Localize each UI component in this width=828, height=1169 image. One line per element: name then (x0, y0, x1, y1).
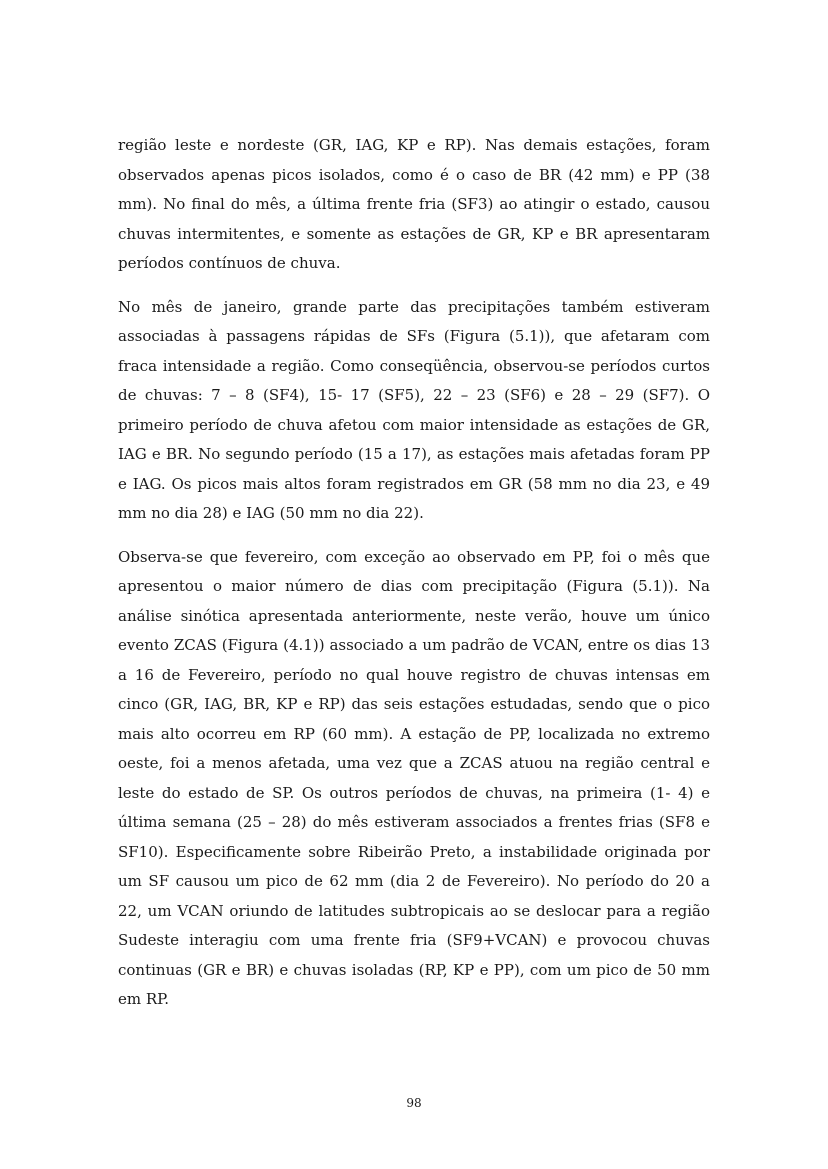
paragraph-3: Observa-se que fevereiro, com exceção ao observado em PP, foi o mês que apresentou o maior número de dias com precipitação (Figura (5.1)). Na análise sinótica apresentada anteriormente, neste verão, houve um único evento ZCAS (Figura (4.1)) associado a um padrão de VCAN, entre os dias 13 a 16 de Fevereiro, período no qual houve registro de chuvas intensas em cinco (GR, IAG, BR, KP e RP) das seis estações estudadas, sendo que o pico mais alto ocorreu em RP (60 mm). A estação de PP, localizada no extremo oeste, foi a menos afetada, uma vez que a ZCAS atuou na região central e leste do estado de SP. Os outros períodos de chuvas, na primeira (1- 4) e última semana (25 – 28) do mês estiveram associados a frentes frias (SF8 e SF10). Especificamente sobre Ribeirão Preto, a instabilidade originada por um SF causou um pico de 62 mm (dia 2 de Fevereiro). No período do 20 a 22, um VCAN oriundo de latitudes subtropicais ao se deslocar para a região Sudeste interagiu com uma frente fria (SF9+VCAN) e provocou chuvas continuas (GR e BR) e chuvas isoladas (RP, KP e PP), com um pico de 50 mm em RP. (118, 547, 710, 1008)
body-text (118, 131, 710, 1029)
paragraph-2: No mês de janeiro, grande parte das precipitações também estiveram associadas à passagens rápidas de SFs (Figura (5.1)), que afetaram com fraca intensidade a região. Como conseqüência, observou-se períodos curtos de chuvas: 7 – 8 (SF4), 15- 17 (SF5), 22 – 23 (SF6) e 28 – 29 (SF7). O primeiro período de chuva afetou com maior intensidade as estações de GR, IAG e BR. No segundo período (15 a 17), as estações mais afetadas foram PP e IAG. Os picos mais altos foram registrados em GR (58 mm no dia 23, e 49 mm no dia 28) e IAG (50 mm no dia 22). (118, 297, 710, 522)
page-number: 98 (406, 1096, 422, 1110)
paragraph-1: região leste e nordeste (GR, IAG, KP e RP). Nas demais estações, foram observados apenas picos isolados, como é o caso de BR (42 mm) e PP (38 mm). No final do mês, a última frente fria (SF3) ao atingir o estado, causou chuvas intermitentes, e somente as estações de GR, KP e BR apresentaram períodos contínuos de chuva. (118, 136, 710, 272)
